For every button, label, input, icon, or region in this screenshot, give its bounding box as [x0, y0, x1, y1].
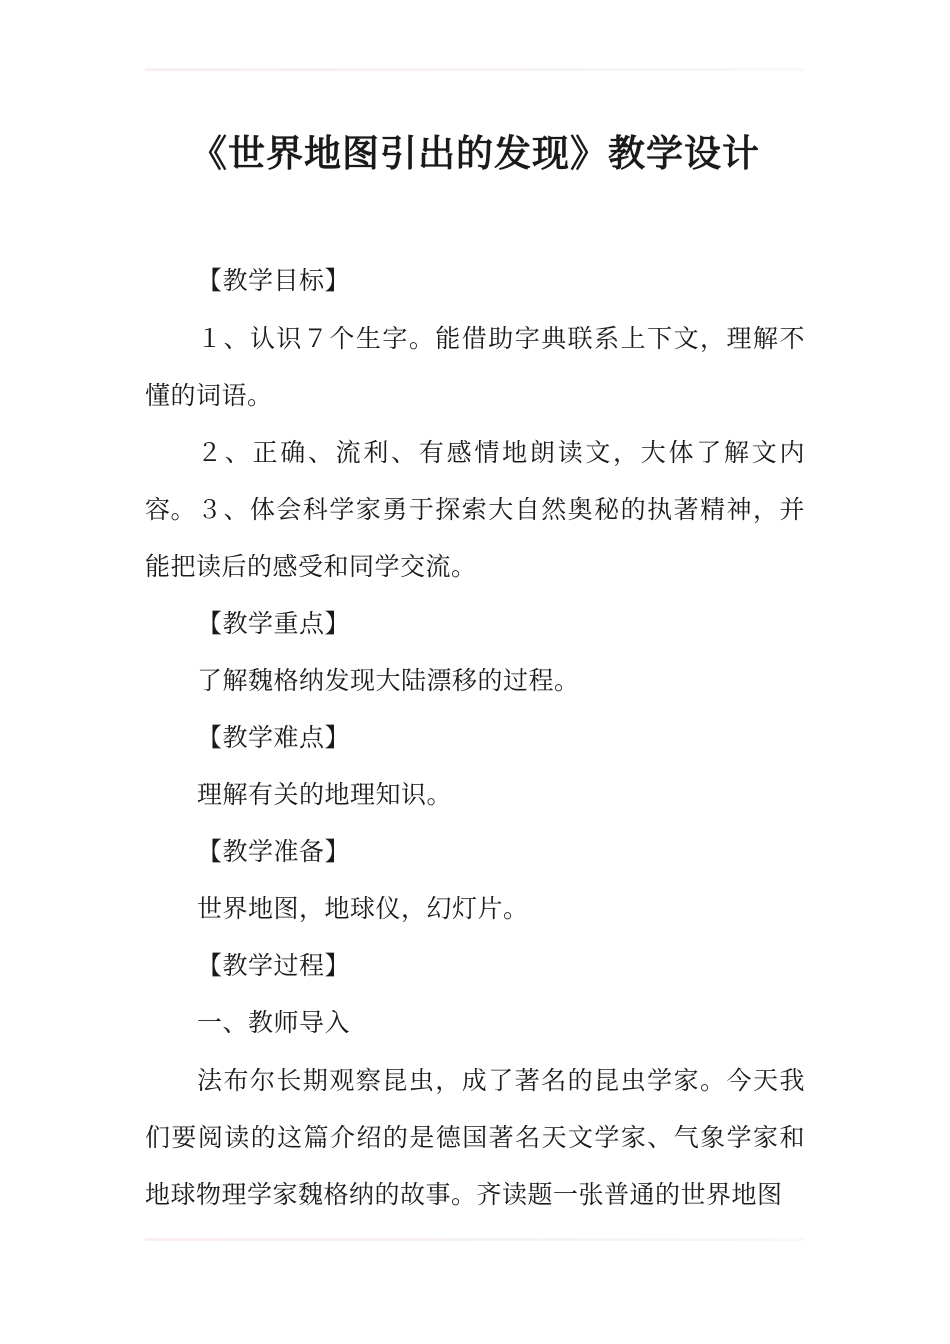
section-heading-key-points: 【教学重点】	[197, 609, 351, 638]
objective-3: ３、体会科学家勇于探索大自然奥秘的执著精神，并能把读后的感受和同学交流。	[145, 495, 805, 581]
process-step-1-text: 法布尔长期观察昆虫，成了著名的昆虫学家。今天我们要阅读的这篇介绍的是德国著名天文学家、气象学家和地球物理学家魏格纳的故事。齐读题一张普通的世界地图	[145, 1066, 805, 1209]
preparation-text: 世界地图，地球仪，幻灯片。	[197, 894, 529, 923]
section-heading-difficulties: 【教学难点】	[197, 723, 351, 752]
process-step-1-heading: 一、教师导入	[197, 1008, 351, 1037]
objective-1: １、认识７个生字。能借助字典联系上下文，理解不懂的词语。	[145, 324, 805, 410]
section-heading-objectives: 【教学目标】	[197, 266, 351, 295]
section-heading-process: 【教学过程】	[197, 951, 351, 980]
header-rule	[145, 68, 805, 71]
difficulties-text: 理解有关的地理知识。	[197, 780, 453, 809]
section-heading-preparation: 【教学准备】	[197, 837, 351, 866]
key-points-text: 了解魏格纳发现大陆漂移的过程。	[197, 666, 580, 695]
footer-rule	[145, 1238, 805, 1241]
document-title: 《世界地图引出的发现》教学设计	[190, 132, 760, 175]
objective-2: ２、正确、流利、有感情地朗读文，大体了解文内容。	[145, 438, 805, 524]
